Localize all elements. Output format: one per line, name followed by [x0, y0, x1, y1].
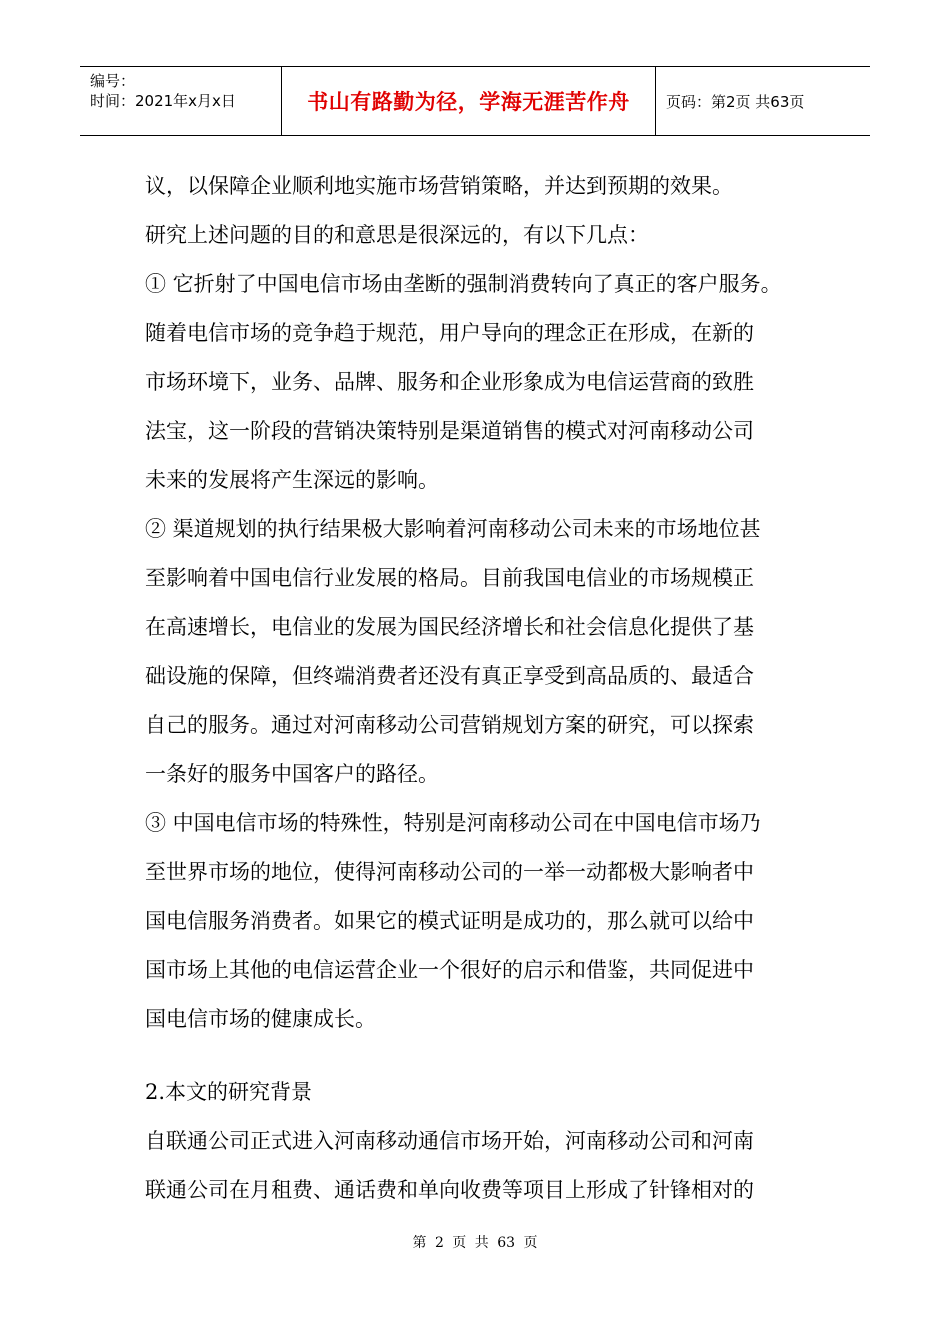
body-line: 至世界市场的地位，使得河南移动公司的一举一动都极大影响者中	[145, 860, 754, 884]
body-line: 至影响着中国电信行业发展的格局。目前我国电信业的市场规模正	[145, 566, 754, 590]
header-meta	[80, 67, 282, 135]
page-footer: 第 2 页 共 63 页	[412, 1235, 538, 1251]
body-line: ① 它折射了中国电信市场由垄断的强制消费转向了真正的客户服务。	[145, 272, 782, 296]
document-number-label: 编号：	[90, 72, 136, 90]
header-motto: 书山有路勤为径，学海无涯苦作舟	[282, 67, 656, 135]
body-line: 联通公司在月租费、通话费和单向收费等项目上形成了针锋相对的	[145, 1178, 754, 1202]
body-line: 国电信服务消费者。如果它的模式证明是成功的，那么就可以给中	[145, 909, 754, 933]
body-line: 自联通公司正式进入河南移动通信市场开始，河南移动公司和河南	[145, 1129, 754, 1153]
body-line: 议，以保障企业顺利地实施市场营销策略，并达到预期的效果。	[145, 174, 733, 198]
body-line: 一条好的服务中国客户的路径。	[145, 762, 439, 786]
paragraph-gap	[145, 1044, 810, 1068]
body-line: 础设施的保障，但终端消费者还没有真正享受到高品质的、最适合	[145, 664, 754, 688]
document-time-label: 时间：2021年x月x日	[90, 92, 236, 110]
body-line: 随着电信市场的竞争趋于规范，用户导向的理念正在形成，在新的	[145, 321, 754, 345]
body-line: ③ 中国电信市场的特殊性，特别是河南移动公司在中国电信市场乃	[145, 811, 761, 835]
body-line: 市场环境下，业务、品牌、服务和企业形象成为电信运营商的致胜	[145, 370, 754, 394]
body-line: 国市场上其他的电信运营企业一个很好的启示和借鉴，共同促进中	[145, 958, 754, 982]
body-line: ② 渠道规划的执行结果极大影响着河南移动公司未来的市场地位甚	[145, 517, 761, 541]
body-line: 国电信市场的健康成长。	[145, 1007, 376, 1031]
document-body	[145, 162, 810, 1215]
body-line: 在高速增长，电信业的发展为国民经济增长和社会信息化提供了基	[145, 615, 754, 639]
body-line: 法宝，这一阶段的营销决策特别是渠道销售的模式对河南移动公司	[145, 419, 754, 443]
body-line: 研究上述问题的目的和意思是很深远的，有以下几点：	[145, 223, 649, 247]
page-header	[80, 66, 870, 136]
section-heading: 2.本文的研究背景	[145, 1080, 313, 1104]
body-line: 自己的服务。通过对河南移动公司营销规划方案的研究，可以探索	[145, 713, 754, 737]
body-line: 未来的发展将产生深远的影响。	[145, 468, 439, 492]
header-page-info: 页码：第2页 共63页	[666, 92, 805, 111]
